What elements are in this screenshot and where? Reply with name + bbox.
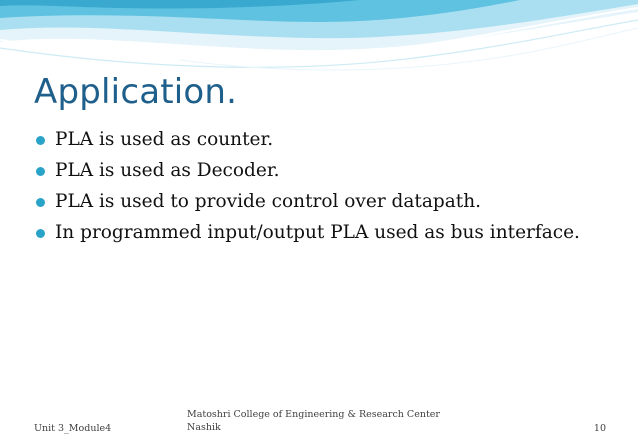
page-number: 10 bbox=[593, 423, 606, 434]
footer-institution bbox=[187, 408, 440, 434]
footer-institution-name: Matoshri College of Engineering & Research Center bbox=[187, 409, 440, 420]
bullet-text: PLA is used as counter. bbox=[55, 129, 274, 150]
list-item bbox=[34, 219, 580, 250]
bullet-icon bbox=[36, 167, 45, 176]
slide-title: Application. bbox=[34, 72, 238, 112]
bullet-icon bbox=[36, 136, 45, 145]
header-wave-decoration bbox=[0, 0, 638, 80]
bullet-text: In programmed input/output PLA used as bus interface. bbox=[55, 222, 580, 243]
bullet-list bbox=[34, 126, 580, 250]
bullet-text: PLA is used to provide control over datapath. bbox=[55, 191, 481, 212]
bullet-icon bbox=[36, 229, 45, 238]
footer-unit-label: Unit 3_Module4 bbox=[34, 423, 112, 434]
bullet-text: PLA is used as Decoder. bbox=[55, 160, 280, 181]
list-item bbox=[34, 188, 580, 219]
footer-institution-city: Nashik bbox=[187, 422, 221, 433]
bullet-icon bbox=[36, 198, 45, 207]
list-item bbox=[34, 126, 580, 157]
list-item bbox=[34, 157, 580, 188]
